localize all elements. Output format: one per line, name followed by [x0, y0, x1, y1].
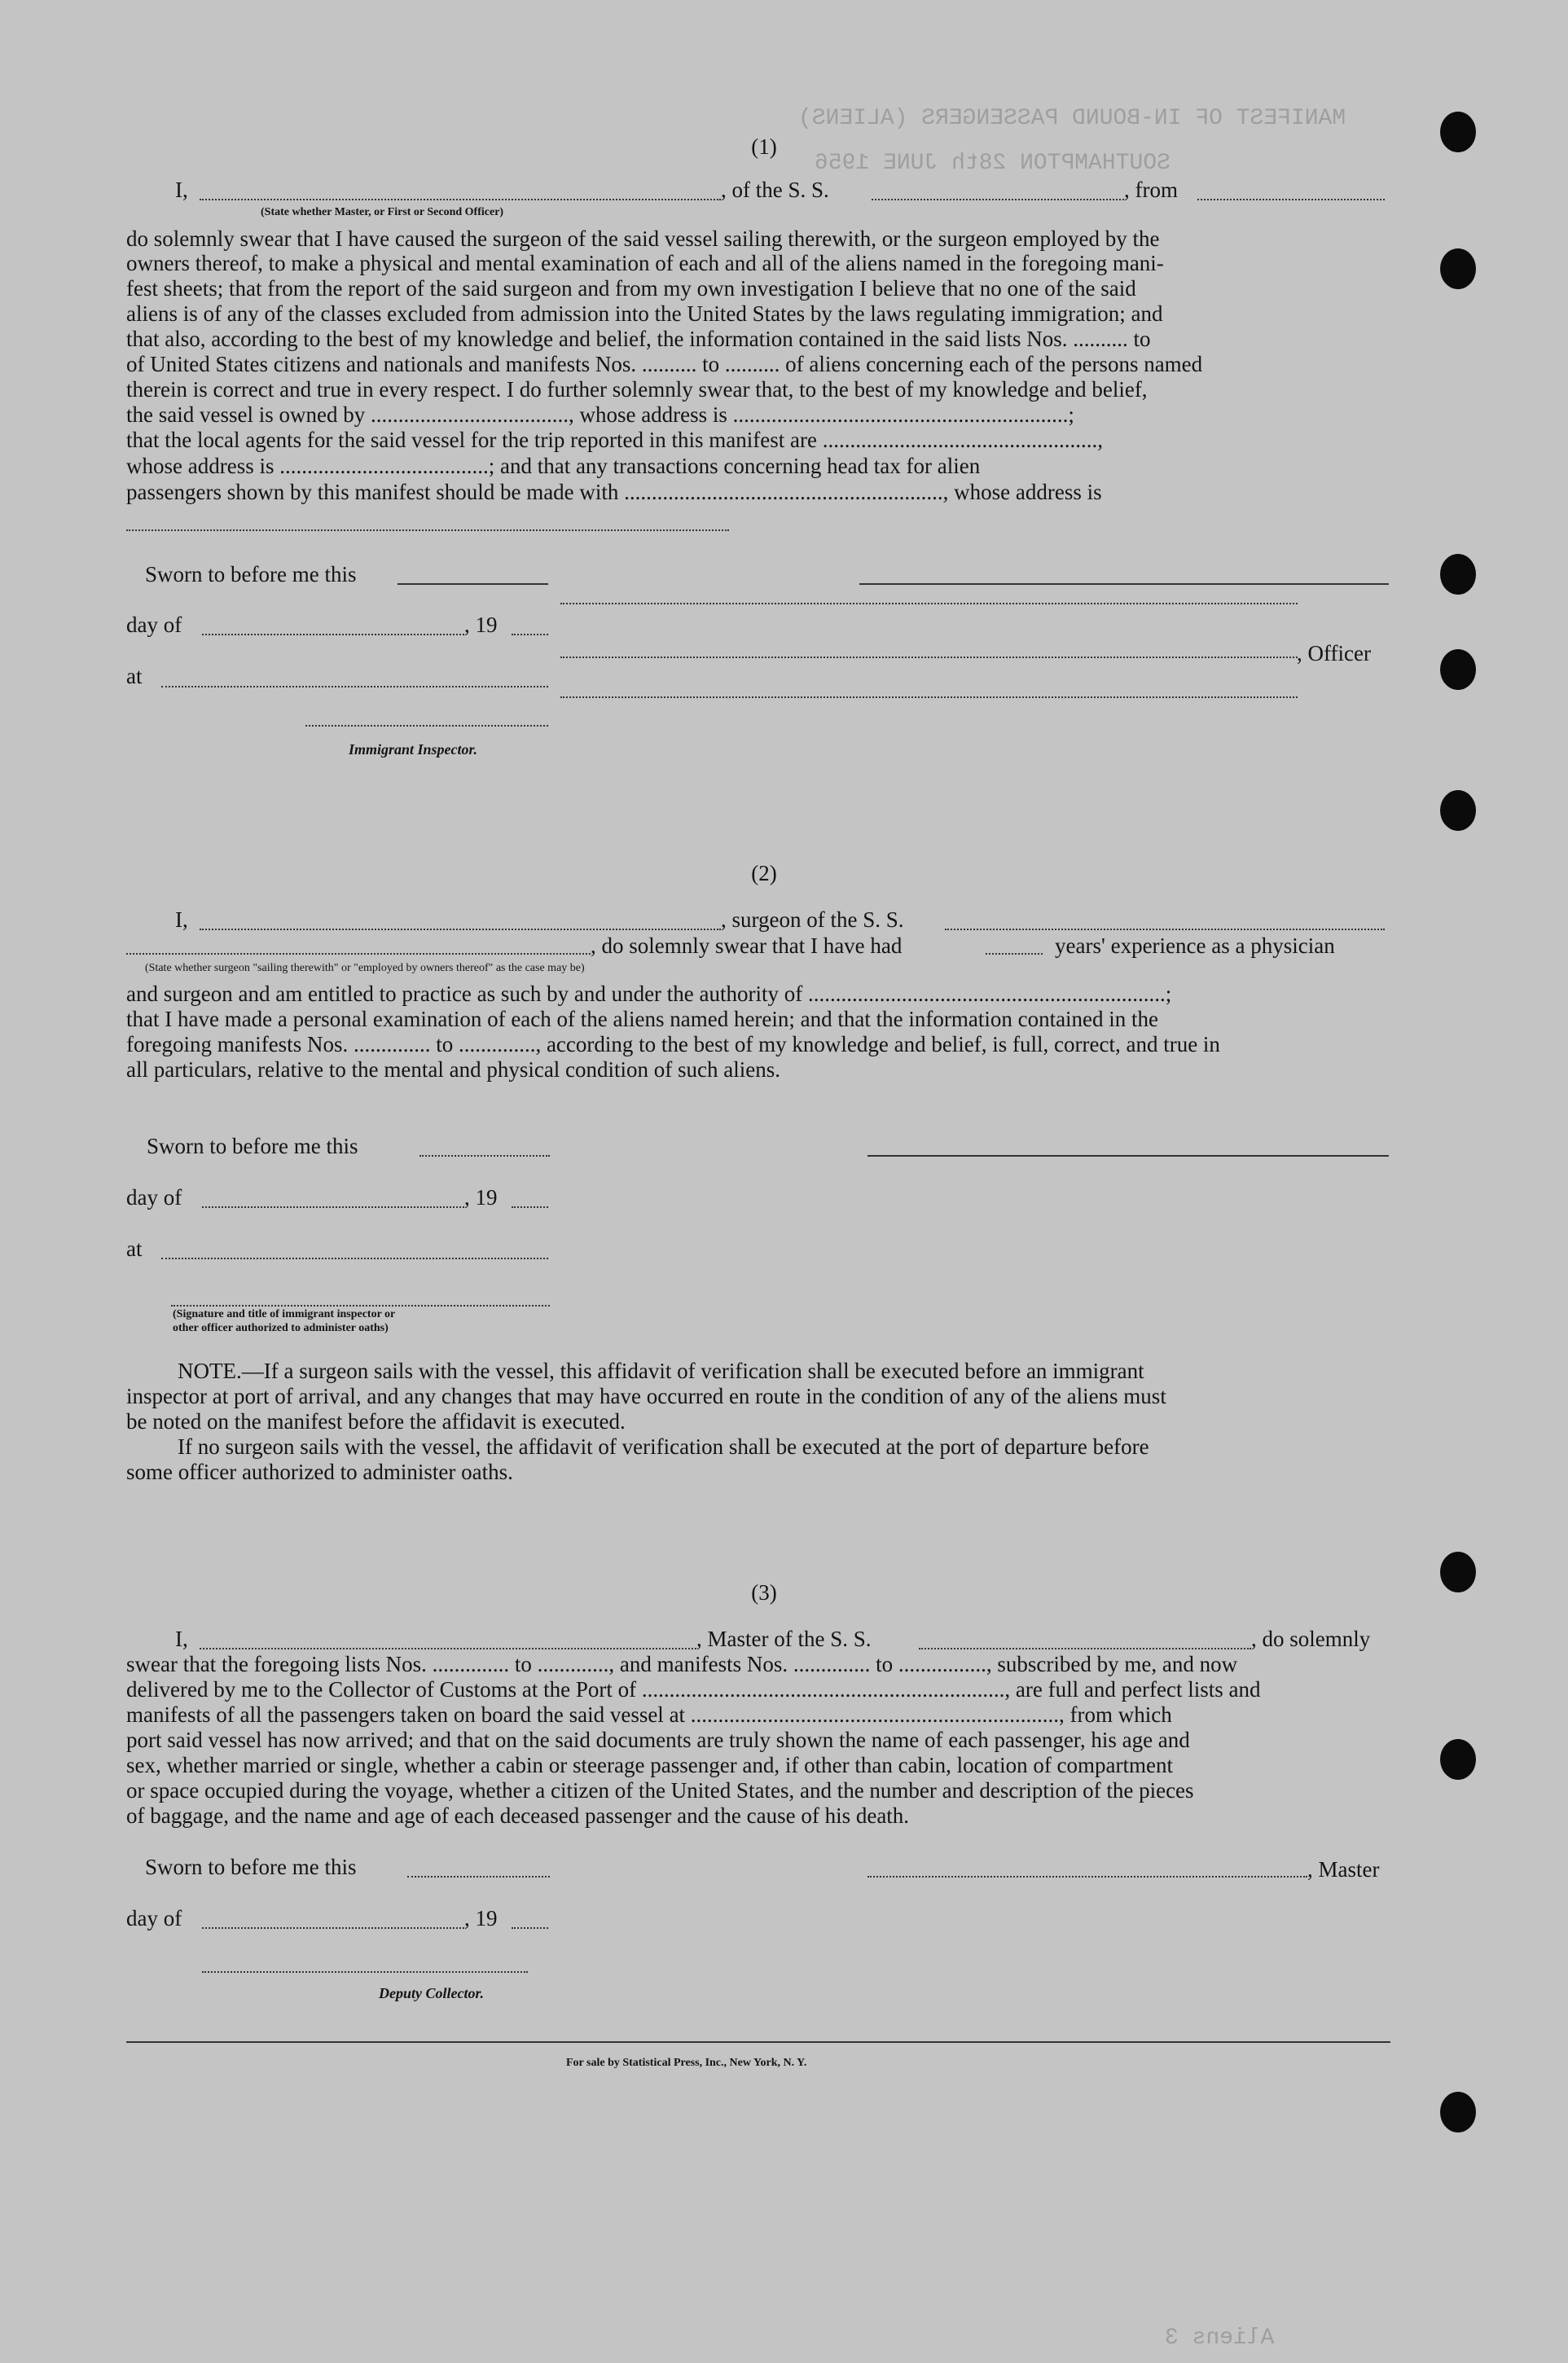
section-1-body-line: owners thereof, to make a physical and mental examination of each and all of the aliens named in the foregoing mani-	[126, 251, 1164, 275]
section-1-officer-label: , Officer	[1297, 641, 1371, 665]
punch-hole	[1440, 1739, 1476, 1780]
footer-rule	[126, 2041, 1390, 2043]
deputy-collector-signature-field[interactable]	[202, 1971, 528, 1973]
from-port-field[interactable]	[1197, 199, 1385, 200]
section-1-body-line: whose address is ......................................; and that any transactions concerning head tax for alien	[126, 454, 981, 478]
section-2-at: at	[126, 1236, 143, 1261]
immigrant-inspector-label: Immigrant Inspector.	[349, 741, 478, 758]
punch-hole	[1440, 248, 1476, 289]
day-of-field-2[interactable]	[202, 1206, 464, 1208]
sworn-date-field-2[interactable]	[419, 1155, 550, 1157]
section-1-body-line: the said vessel is owned by ...................................., whose address is .............................................................;	[126, 402, 1074, 427]
head-tax-address-field[interactable]	[126, 529, 729, 531]
section-1-year: , 19	[464, 613, 498, 637]
officer-signature-field-2[interactable]	[560, 603, 1298, 604]
section-3-body-line: or space occupied during the voyage, whether a citizen of the United States, and the number and description of the pieces	[126, 1778, 1194, 1803]
bleed-through-date: SOUTHAMPTON 28th JUNE 1956	[815, 151, 1171, 176]
note-line: some officer authorized to administer oaths.	[126, 1460, 513, 1484]
year-field-3[interactable]	[512, 1927, 548, 1929]
deputy-collector-label: Deputy Collector.	[379, 1985, 484, 2001]
section-2-body-line: foregoing manifests Nos. .............. to .............., according to the best of my knowledge and belief, is full, correct, and true in	[126, 1032, 1220, 1056]
section-1-number: (1)	[751, 134, 777, 159]
officer-signature-field-1[interactable]	[859, 583, 1389, 585]
punch-hole	[1440, 1552, 1476, 1592]
section-3-swear: , do solemnly	[1251, 1627, 1371, 1651]
day-of-field-3[interactable]	[202, 1927, 464, 1929]
punch-hole	[1440, 554, 1476, 595]
section-2-day-of: day of	[126, 1185, 182, 1210]
master-signature-field[interactable]	[867, 1876, 1307, 1878]
section-3-body-line: of baggage, and the name and age of each deceased passenger and the cause of his death.	[126, 1803, 910, 1828]
section-1-body-line: therein is correct and true in every respect. I do further solemnly swear that, to the best of my knowledge and belief,	[126, 377, 1148, 402]
section-3-master-of-ss: , Master of the S. S.	[696, 1627, 872, 1651]
surgeon-signature-field[interactable]	[867, 1155, 1389, 1157]
section-2-body-line: and surgeon and am entitled to practice as such by and under the authority of .................................................................;	[126, 982, 1172, 1006]
authorized-officer-signature-field[interactable]	[171, 1305, 550, 1307]
master-name-field-3[interactable]	[200, 1648, 696, 1649]
note-line: NOTE.—If a surgeon sails with the vessel, this affidavit of verification shall be executed before an immigrant	[178, 1359, 1144, 1383]
vessel-name-field-3[interactable]	[919, 1648, 1251, 1649]
bleed-through-footer: Aliens 3	[1165, 2326, 1275, 2351]
vessel-name-field[interactable]	[872, 199, 1124, 200]
sworn-date-field-3[interactable]	[407, 1876, 550, 1878]
section-1-body-line: do solemnly swear that I have caused the surgeon of the said vessel sailing therewith, or the surgeon employed by the	[126, 226, 1160, 251]
sworn-date-field[interactable]	[397, 583, 548, 585]
section-1-body-line: that also, according to the best of my knowledge and belief, the information contained in the said lists Nos. .......... to	[126, 327, 1151, 351]
surgeon-vessel-field[interactable]	[945, 929, 1385, 930]
note-line: If no surgeon sails with the vessel, the affidavit of verification shall be executed at the port of departure before	[178, 1434, 1149, 1459]
footer-imprint: For sale by Statistical Press, Inc., New York, N. Y.	[566, 2057, 807, 2069]
section-1-body-line: fest sheets; that from the report of the said surgeon and from my own investigation I believe that no one of the said	[126, 276, 1136, 301]
section-2-sworn: Sworn to before me this	[147, 1134, 358, 1158]
officer-signature-field-3[interactable]	[560, 657, 1298, 658]
signature-note-2: other officer authorized to administer oaths)	[173, 1322, 389, 1334]
punch-hole	[1440, 649, 1476, 690]
section-2-year: , 19	[464, 1185, 498, 1210]
section-1-at: at	[126, 664, 143, 688]
section-2-body-line: that I have made a personal examination of each of the aliens named herein; and that the information contained in the	[126, 1007, 1159, 1031]
section-3-body-line: swear that the foregoing lists Nos. .............. to ............., and manifests Nos. .............. to ................, subscribed by me, and now	[126, 1652, 1238, 1676]
inspector-signature-field[interactable]	[305, 725, 548, 727]
surgeon-status-note: (State whether surgeon "sailing therewith" or "employed by owners thereof" as the case may be)	[145, 962, 585, 974]
section-2-body-line: all particulars, relative to the mental and physical condition of such aliens.	[126, 1057, 780, 1082]
year-field[interactable]	[512, 634, 548, 635]
section-1-from: , from	[1124, 178, 1178, 202]
section-1-I: I,	[175, 178, 188, 202]
section-1-body-line: that the local agents for the said vessel for the trip reported in this manifest are ..................................................,	[126, 428, 1103, 452]
section-3-master-label: , Master	[1307, 1857, 1380, 1882]
section-1-of-ss: , of the S. S.	[721, 178, 829, 202]
section-2-number: (2)	[751, 861, 777, 885]
note-line: inspector at port of arrival, and any changes that may have occurred en route in the condition of any of the aliens must	[126, 1384, 1166, 1408]
at-place-field[interactable]	[161, 686, 548, 687]
surgeon-name-field[interactable]	[200, 929, 721, 930]
punch-hole	[1440, 112, 1476, 152]
officer-rank-note: (State whether Master, or First or Second Officer)	[261, 206, 504, 218]
section-3-year: , 19	[464, 1906, 498, 1930]
section-3-sworn: Sworn to before me this	[145, 1855, 357, 1879]
at-place-field-2[interactable]	[161, 1258, 548, 1259]
section-3-body-line: sex, whether married or single, whether a cabin or steerage passenger and, if other than cabin, location of compartment	[126, 1753, 1174, 1777]
section-2-surgeon-of-ss: , surgeon of the S. S.	[721, 907, 904, 932]
section-1-body-line: aliens is of any of the classes excluded from admission into the United States by the laws regulating immigration; and	[126, 301, 1163, 326]
punch-hole	[1440, 2092, 1476, 2132]
section-1-body-line: of United States citizens and nationals and manifests Nos. .......... to .......... of aliens concerning each of the persons named	[126, 352, 1203, 376]
section-3-number: (3)	[751, 1580, 777, 1605]
year-field-2[interactable]	[512, 1206, 548, 1208]
section-3-body-line: port said vessel has now arrived; and that on the said documents are truly shown the name of each passenger, his age and	[126, 1728, 1190, 1752]
signature-note-1: (Signature and title of immigrant inspector or	[173, 1308, 396, 1320]
section-3-body-line: manifests of all the passengers taken on board the said vessel at ..................................................................., from which	[126, 1702, 1172, 1727]
section-2-swear: , do solemnly swear that I have had	[591, 933, 903, 958]
section-3-body-line: delivered by me to the Collector of Customs at the Port of .................................................................., are full and perfect lists and	[126, 1677, 1261, 1702]
section-2-years: years' experience as a physician	[1055, 933, 1335, 958]
officer-signature-field-4[interactable]	[560, 696, 1298, 698]
bleed-through-header: MANIFEST OF IN-BOUND PASSENGERS (ALIENS)	[798, 106, 1346, 131]
punch-hole	[1440, 790, 1476, 831]
section-3-day-of: day of	[126, 1906, 182, 1930]
surgeon-status-field[interactable]	[126, 953, 591, 955]
day-of-field[interactable]	[202, 634, 464, 635]
section-1-body-line: passengers shown by this manifest should be made with .........................................................., whose address is	[126, 480, 1102, 504]
note-line: be noted on the manifest before the affidavit is executed.	[126, 1409, 626, 1434]
section-1-sworn: Sworn to before me this	[145, 562, 357, 586]
section-3-I: I,	[175, 1627, 188, 1651]
section-2-I: I,	[175, 907, 188, 932]
years-field[interactable]	[986, 953, 1043, 955]
section-1-day-of: day of	[126, 613, 182, 637]
